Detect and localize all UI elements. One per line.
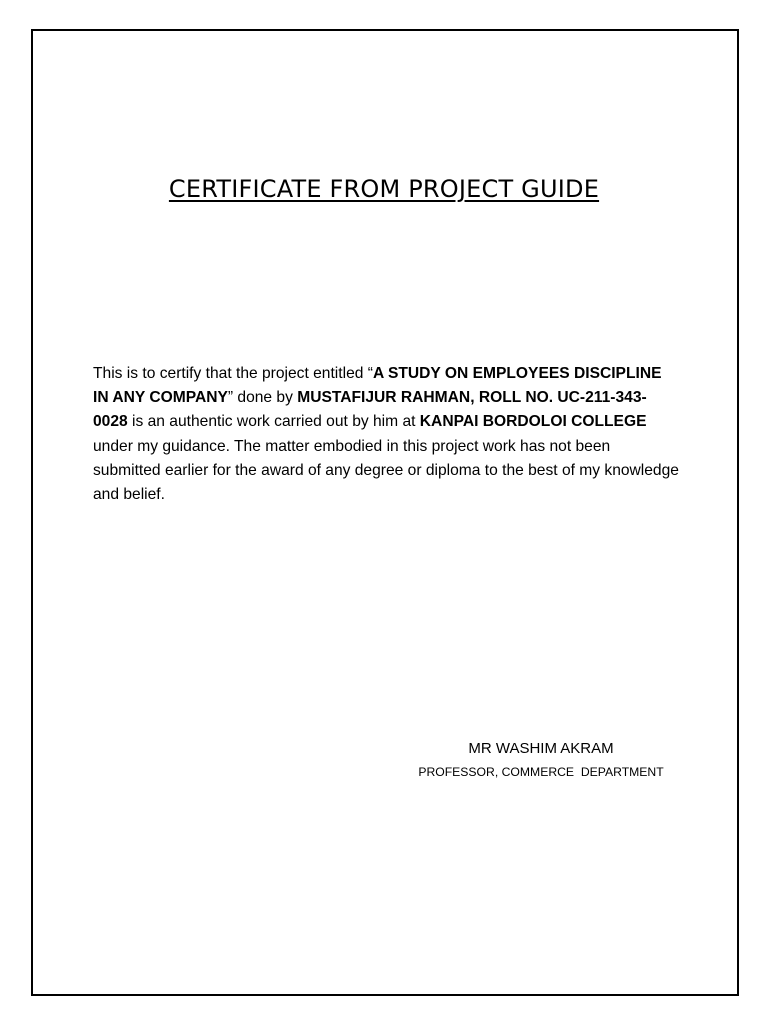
body-text-closing: under my guidance. The matter embodied in this project work has not been submitted earlier for the award of any degree or diploma to the best of my knowledge and belief. — [93, 437, 679, 504]
certificate-title-block — [0, 174, 768, 204]
signatory-name: MR WASHIM AKRAM — [468, 740, 614, 757]
certificate-title: CERTIFICATE FROM PROJECT GUIDE — [168, 175, 600, 203]
certificate-body — [93, 362, 679, 507]
signatory-designation: PROFESSOR, COMMERCE DEPARTMENT — [418, 765, 664, 779]
body-text-authentic: is an authentic work carried out by him at — [127, 413, 420, 431]
body-text-intro: This is to certify that the project entitled “ — [93, 365, 373, 382]
project-title: A STUDY ON EMPLOYEES DISCIPLINE IN ANY COMPANY — [93, 365, 662, 407]
college-name: KANPAI BORDOLOI COLLEGE — [419, 413, 647, 431]
signatory-block — [400, 738, 682, 784]
student-info: MUSTAFIJUR RAHMAN, ROLL NO. UC-211-343-0028 — [93, 389, 647, 431]
body-text-done-by: ” done by — [227, 389, 298, 407]
